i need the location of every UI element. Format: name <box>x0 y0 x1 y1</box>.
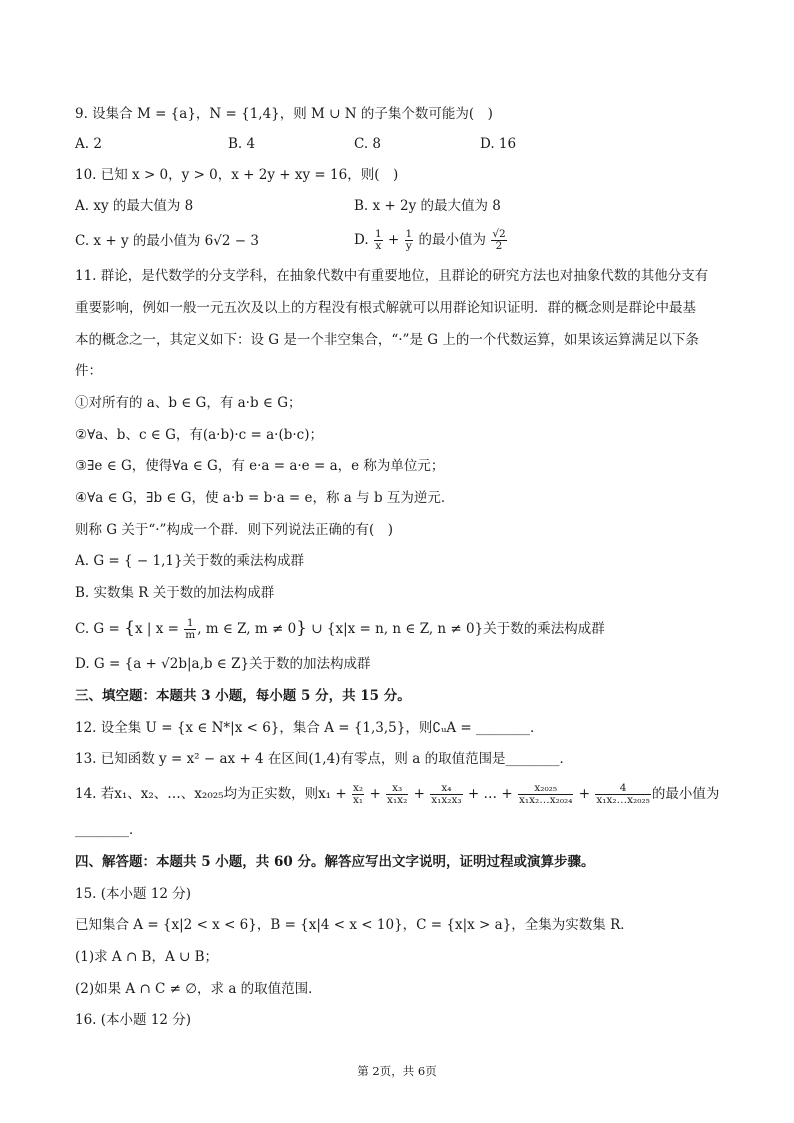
q12-text: 12. 设全集 U = {x ∈ N*|x < 6}，集合 A = {1,3,5}，则∁ᵤA = ________． <box>75 720 544 736</box>
q11-option-c <box>75 613 605 644</box>
q15-part-1: (1)求 A ∩ B，A ∪ B； <box>75 949 219 965</box>
q14-line-1 <box>75 778 719 810</box>
plus-sign: + <box>413 786 425 802</box>
q9-option-a: A. 2 <box>75 136 102 152</box>
q11-line-5: 则称 G 关于“·”构成一个群．则下列说法正确的有( ) <box>75 522 393 538</box>
fraction: $\frac{\text{x₄}}{\text{x₁x₂x₃}}$ <box>431 782 462 806</box>
q11-c-label: C. G = <box>75 621 120 637</box>
q11-option-d: D. G = {a + √2b|a,b ∈ Z}关于数的加法构成群 <box>75 656 371 672</box>
section-4-heading: 四、解答题：本题共 5 小题，共 60 分。解答应写出文字说明，证明过程或演算步骤。 <box>75 854 595 870</box>
q11-condition-4: ④∀a ∈ G，∃b ∈ G，使 a·b = b·a = e，称 a 与 b 互为逆元． <box>75 490 455 506</box>
q11-line-1: 11. 群论，是代数学的分支学科，在抽象代数中有重要地位，且群论的研究方法也对抽象代数的其他分支有 <box>75 268 709 284</box>
q11-line-3: 本的概念之一，其定义如下：设 G 是一个非空集合，“·”是 G 上的一个代数运算，如果该运算满足以下条 <box>75 332 699 348</box>
q11-condition-3: ③∃e ∈ G，使得∀a ∈ G，有 e·a = a·e = a，e 称为单位元； <box>75 458 445 474</box>
q11-condition-2: ②∀a、b、c ∈ G，有(a·b)·c = a·(b·c)； <box>75 427 323 443</box>
q13-text: 13. 已知函数 y = x² − ax + 4 在区间(1,4)有零点，则 a 的取值范围是________． <box>75 751 574 767</box>
brace: } <box>296 618 307 638</box>
q11-condition-1: ①对所有的 a、b ∈ G，有 a·b ∈ G； <box>75 395 302 411</box>
fraction: $\frac{\text{x₂}}{\text{x₁}}$ <box>353 782 364 806</box>
q15-part-2: (2)如果 A ∩ C ≠ ∅，求 a 的取值范围． <box>75 981 322 997</box>
plus-sign: + <box>387 232 400 248</box>
q11-option-b: B. 实数集 R 关于数的加法构成群 <box>75 585 275 601</box>
fraction: $\frac{√2}{2}$ <box>492 228 506 252</box>
q11-c-text: , m ∈ Z, m ≠ 0 <box>197 621 297 637</box>
fraction: $\frac{\text{x₂₀₂₅}}{\text{x₁x₂…x₂₀₂₄}}$ <box>518 782 573 806</box>
page-footer: 第 2页，共 6页 <box>357 1064 437 1078</box>
fraction: $\frac{4}{\text{x₁x₂…x₂₀₂₅}}$ <box>596 782 650 806</box>
plus-sign: + <box>369 786 381 802</box>
q10-option-a: A. xy 的最大值为 8 <box>75 198 194 214</box>
q15-score: 15. (本小题 12 分) <box>75 886 192 902</box>
fraction: $\frac{1}{x}$ <box>374 228 382 252</box>
q14-blank: ________． <box>75 822 143 838</box>
fraction: $\frac{\text{x₃}}{\text{x₁x₂}}$ <box>387 782 408 806</box>
q9-option-b: B. 4 <box>228 136 256 152</box>
q10-option-c: C. x + y 的最小值为 6√2 − 3 <box>75 233 259 249</box>
q11-option-a: A. G = { − 1,1}关于数的乘法构成群 <box>75 553 305 569</box>
fraction: $\frac{1}{y}$ <box>405 228 413 252</box>
plus-sign: + <box>578 786 591 802</box>
q11-line-2: 重要影响，例如一般一元五次及以上的方程没有根式解就可以用群论知识证明．群的概念则是群论中最基 <box>75 300 696 316</box>
q9-option-d: D. 16 <box>480 136 517 152</box>
q10-d-text: 的最小值为 <box>418 232 487 248</box>
q14-text: 的最小值为 <box>651 786 720 802</box>
q11-line-4: 件： <box>75 363 102 379</box>
q10-d-label: D. <box>354 232 369 248</box>
q9-stem: 9. 设集合 M = {a}，N = {1,4}，则 M ∪ N 的子集个数可能为( ) <box>75 106 493 122</box>
q11-c-text: ∪ {x|x = n, n ∈ Z, n ≠ 0}关于数的乘法构成群 <box>311 621 605 637</box>
q10-option-d <box>354 225 508 255</box>
q10-stem: 10. 已知 x > 0，y > 0，x + 2y + xy = 16，则( ) <box>75 167 399 183</box>
q11-c-text: x | x = <box>134 621 179 637</box>
fraction: $\frac{1}{m}$ <box>185 617 196 641</box>
q16-score: 16. (本小题 12 分) <box>75 1012 192 1028</box>
section-3-heading: 三、填空题：本题共 3 小题，每小题 5 分，共 15 分。 <box>75 688 411 704</box>
brace: { <box>124 618 135 638</box>
q15-stem: 已知集合 A = {x|2 < x < 6}，B = {x|4 < x < 10}，C = {x|x > a}，全集为实数集 R． <box>75 917 634 933</box>
q9-option-c: C. 8 <box>354 136 382 152</box>
plus-sign: + … + <box>467 786 513 802</box>
q14-text: 14. 若x₁、x₂、…、x₂₀₂₅均为正实数，则x₁ + <box>75 786 347 802</box>
q10-option-b: B. x + 2y 的最大值为 8 <box>354 198 501 214</box>
